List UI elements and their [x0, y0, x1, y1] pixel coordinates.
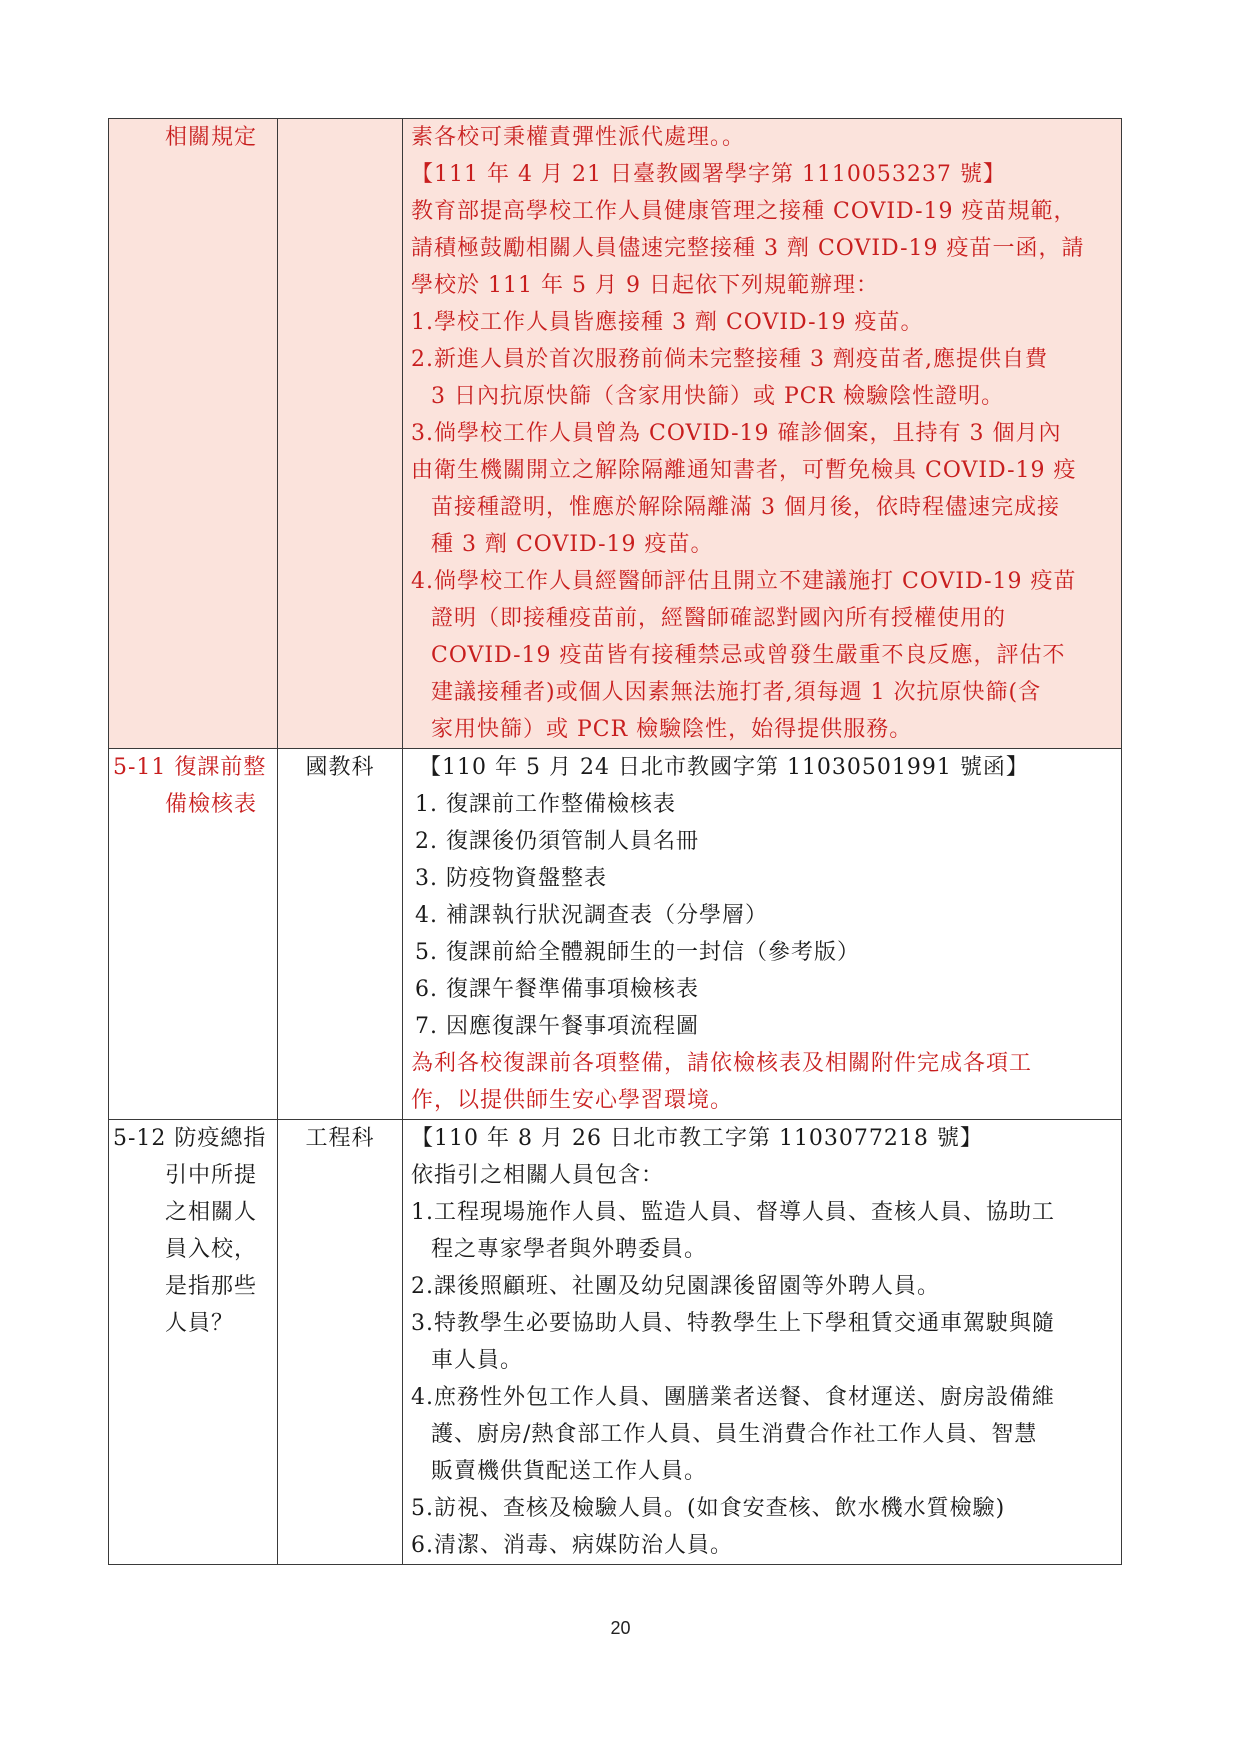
content-line: 證明（即接種疫苗前，經醫師確認對國內所有授權使用的 — [431, 606, 1007, 631]
content-line: 車人員。 — [431, 1348, 524, 1373]
content-line: 護、廚房/熱食部工作人員、員生消費合作社工作人員、智慧 — [431, 1422, 1038, 1447]
content-line: 學校於 111 年 5 月 9 日起依下列規範辦理： — [411, 273, 879, 298]
content-line: 教育部提高學校工作人員健康管理之接種 COVID-19 疫苗規範， — [411, 199, 1077, 224]
content-line: 請積極鼓勵相關人員儘速完整接種 3 劑 COVID-19 疫苗一函，請 — [411, 236, 1085, 261]
content-line: 3 日內抗原快篩（含家用快篩）或 PCR 檢驗陰性證明。 — [431, 384, 1005, 409]
content-line: 由衛生機關開立之解除隔離通知書者，可暫免檢具 COVID-19 疫 — [411, 458, 1077, 483]
item-label-line: 員入校， — [165, 1237, 258, 1262]
department-label — [278, 119, 402, 156]
item-label-line: 引中所提 — [165, 1163, 258, 1188]
content-line: 苗接種證明，惟應於解除隔離滿 3 個月後，依時程儘速完成接 — [431, 495, 1060, 520]
content-line: COVID-19 疫苗皆有接種禁忌或曾發生嚴重不良反應，評估不 — [431, 643, 1066, 668]
content-line: 販賣機供貨配送工作人員。 — [431, 1459, 708, 1484]
content-line: 6.清潔、消毒、病媒防治人員。 — [411, 1533, 733, 1558]
content-line: 6. 復課午餐準備事項檢核表 — [415, 977, 699, 1002]
item-label-line: 備檢核表 — [165, 792, 258, 817]
content-line: 1.學校工作人員皆應接種 3 劑 COVID-19 疫苗。 — [411, 310, 924, 335]
table-row — [109, 1120, 1122, 1565]
item-cell — [109, 1120, 278, 1565]
content-line: 2.新進人員於首次服務前倘未完整接種 3 劑疫苗者,應提供自費 — [411, 347, 1048, 372]
content-line: 5. 復課前給全體親師生的一封信（參考版） — [415, 940, 860, 965]
content-line: 依指引之相關人員包含： — [411, 1163, 665, 1188]
content-line: 4.倘學校工作人員經醫師評估且開立不建議施打 COVID-19 疫苗 — [411, 569, 1077, 594]
content-line: 3. 防疫物資盤整表 — [415, 866, 607, 891]
content-line: 1.工程現場施作人員、監造人員、督導人員、查核人員、協助工 — [411, 1200, 1055, 1225]
department-label: 國教科 — [305, 755, 375, 780]
content-line: 1. 復課前工作整備檢核表 — [415, 792, 676, 817]
table-row — [109, 749, 1122, 1120]
item-label-line: 相關規定 — [165, 125, 258, 150]
item-label-line: 是指那些 — [165, 1274, 258, 1299]
item-cell — [109, 749, 278, 1120]
content-line: 【110 年 5 月 24 日北市教國字第 11030501991 號函】 — [419, 755, 1029, 780]
item-label-line: 人員？ — [165, 1311, 235, 1336]
content-line: 3.特教學生必要協助人員、特教學生上下學租賃交通車駕駛與隨 — [411, 1311, 1055, 1336]
item-label-line: 之相關人 — [165, 1200, 258, 1225]
content-line: 程之專家學者與外聘委員。 — [431, 1237, 708, 1262]
content-cell — [403, 749, 1122, 1120]
regulation-table — [108, 118, 1122, 1565]
content-cell — [403, 1120, 1122, 1565]
department-cell — [278, 749, 403, 1120]
content-line: 建議接種者)或個人因素無法施打者,須每週 1 次抗原快篩(含 — [431, 680, 1042, 705]
content-line: 作，以提供師生安心學習環境。 — [411, 1088, 734, 1113]
content-line: 2.課後照顧班、社團及幼兒園課後留園等外聘人員。 — [411, 1274, 940, 1299]
content-line: 【111 年 4 月 21 日臺教國署學字第 1110053237 號】 — [411, 162, 1006, 187]
content-line: 家用快篩）或 PCR 檢驗陰性，始得提供服務。 — [431, 717, 913, 742]
content-line: 【110 年 8 月 26 日北市教工字第 1103077218 號】 — [411, 1126, 983, 1151]
content-line: 素各校可秉權責彈性派代處理。。 — [411, 125, 746, 150]
department-cell — [278, 119, 403, 749]
content-line: 7. 因應復課午餐事項流程圖 — [415, 1014, 699, 1039]
content-line: 為利各校復課前各項整備，請依檢核表及相關附件完成各項工 — [411, 1051, 1033, 1076]
table-row — [109, 119, 1122, 749]
content-line: 5.訪視、查核及檢驗人員。(如食安查核、飲水機水質檢驗) — [411, 1496, 1006, 1521]
content-line: 4.庶務性外包工作人員、團膳業者送餐、食材運送、廚房設備維 — [411, 1385, 1055, 1410]
content-line: 3.倘學校工作人員曾為 COVID-19 確診個案，且持有 3 個月內 — [411, 421, 1062, 446]
item-label-line: 5-11 復課前整 — [113, 755, 267, 780]
content-line: 2. 復課後仍須管制人員名冊 — [415, 829, 699, 854]
item-cell — [109, 119, 278, 749]
department-label: 工程科 — [305, 1126, 375, 1151]
item-label-line: 5-12 防疫總指 — [113, 1126, 267, 1151]
content-line: 4. 補課執行狀況調查表（分學層） — [415, 903, 768, 928]
content-cell — [403, 119, 1122, 749]
page-number: 20 — [610, 1618, 631, 1638]
department-cell — [278, 1120, 403, 1565]
content-line: 種 3 劑 COVID-19 疫苗。 — [431, 532, 714, 557]
